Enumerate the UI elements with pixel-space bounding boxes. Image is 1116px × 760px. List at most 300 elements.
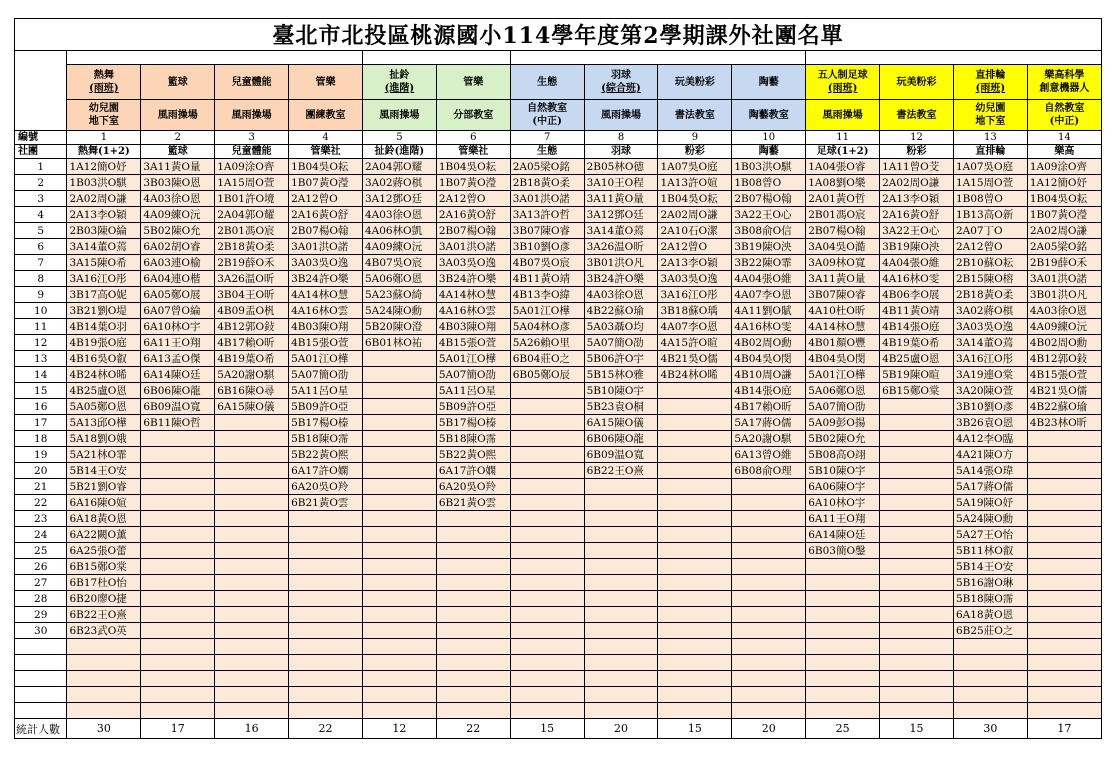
member-cell: 1B04吳O耘 bbox=[658, 191, 732, 207]
empty-cell bbox=[141, 639, 215, 655]
empty-cell bbox=[67, 655, 141, 671]
member-cell bbox=[806, 623, 880, 639]
member-cell: 5B10陳O宇 bbox=[584, 383, 658, 399]
row-number: 8 bbox=[15, 271, 67, 287]
member-cell: 2A04郭O耀 bbox=[215, 207, 289, 223]
empty-cell bbox=[362, 639, 436, 655]
empty-cell bbox=[289, 671, 363, 687]
empty-cell bbox=[880, 703, 954, 719]
table-row bbox=[15, 575, 1102, 591]
member-cell: 2B03陳O綸 bbox=[67, 223, 141, 239]
empty-cell bbox=[67, 639, 141, 655]
table-row bbox=[15, 223, 1102, 239]
member-cell bbox=[362, 479, 436, 495]
club-name: 玩美粉彩 bbox=[658, 65, 732, 100]
member-cell: 1A15周O萱 bbox=[215, 175, 289, 191]
member-cell: 6A17許O嫻 bbox=[289, 463, 363, 479]
empty-cell bbox=[215, 687, 289, 703]
member-cell bbox=[141, 559, 215, 575]
club-abbreviation: 籃球 bbox=[141, 145, 215, 159]
member-cell: 4B19葉O希 bbox=[215, 351, 289, 367]
empty-cell bbox=[1027, 687, 1101, 703]
empty-cell bbox=[215, 655, 289, 671]
member-cell: 6B11陳O哲 bbox=[141, 415, 215, 431]
row-number: 5 bbox=[15, 223, 67, 239]
member-cell: 4B01顏O豐 bbox=[806, 335, 880, 351]
member-cell: 4B13李O緯 bbox=[510, 287, 584, 303]
member-cell: 1A08劉O樂 bbox=[806, 175, 880, 191]
member-cell bbox=[510, 383, 584, 399]
member-cell bbox=[289, 591, 363, 607]
row-number: 22 bbox=[15, 495, 67, 511]
member-cell bbox=[880, 415, 954, 431]
member-cell: 6A10林O宇 bbox=[141, 319, 215, 335]
club-number: 14 bbox=[1027, 131, 1101, 145]
member-cell bbox=[806, 559, 880, 575]
member-cell: 3A01洪O諾 bbox=[289, 239, 363, 255]
member-cell bbox=[658, 511, 732, 527]
member-cell bbox=[658, 463, 732, 479]
member-cell bbox=[510, 511, 584, 527]
member-cell: 3B04王O昕 bbox=[215, 287, 289, 303]
member-cell: 5A14張O瑋 bbox=[953, 463, 1027, 479]
member-cell: 2A02周O謙 bbox=[67, 191, 141, 207]
club-abbreviation: 粉彩 bbox=[880, 145, 954, 159]
empty-cell bbox=[880, 655, 954, 671]
empty-cell bbox=[732, 671, 806, 687]
member-cell: 4B02周O勳 bbox=[732, 335, 806, 351]
table-row bbox=[15, 543, 1102, 559]
empty-cell bbox=[215, 671, 289, 687]
empty-cell bbox=[67, 671, 141, 687]
member-cell: 1B04吳O耘 bbox=[289, 159, 363, 175]
day-header bbox=[510, 51, 806, 65]
member-cell bbox=[510, 607, 584, 623]
empty-cell bbox=[732, 655, 806, 671]
member-cell: 2B01馮O宸 bbox=[806, 207, 880, 223]
club-number: 10 bbox=[732, 131, 806, 145]
member-cell bbox=[362, 559, 436, 575]
empty-cell bbox=[141, 655, 215, 671]
day-header bbox=[806, 51, 1102, 65]
empty-cell bbox=[141, 687, 215, 703]
empty-cell bbox=[141, 703, 215, 719]
club-name: 管樂 bbox=[436, 65, 510, 100]
club-abbreviation: 兒童體能 bbox=[215, 145, 289, 159]
member-cell: 4B24林O晞 bbox=[67, 367, 141, 383]
corner-blank bbox=[15, 51, 67, 131]
club-total: 17 bbox=[141, 719, 215, 739]
id-label: 編號 bbox=[15, 131, 67, 145]
member-cell: 5A20謝O騏 bbox=[732, 431, 806, 447]
club-number: 8 bbox=[584, 131, 658, 145]
club-total: 30 bbox=[953, 719, 1027, 739]
member-cell: 1A13許O媗 bbox=[658, 175, 732, 191]
member-cell: 1A11曾O芠 bbox=[880, 159, 954, 175]
row-number: 29 bbox=[15, 607, 67, 623]
member-cell bbox=[658, 399, 732, 415]
member-cell: 4B17賴O昕 bbox=[732, 399, 806, 415]
club-name: 兒童體能 bbox=[215, 65, 289, 100]
table-row bbox=[15, 495, 1102, 511]
member-cell: 5B18陳O霈 bbox=[289, 431, 363, 447]
member-cell: 5A24陳O勳 bbox=[953, 511, 1027, 527]
member-cell bbox=[658, 527, 732, 543]
member-cell bbox=[436, 559, 510, 575]
member-cell: 3B18蘇O瑀 bbox=[658, 303, 732, 319]
member-cell: 3A11黃O量 bbox=[141, 159, 215, 175]
table-row bbox=[15, 559, 1102, 575]
member-cell: 5A05鄭O恩 bbox=[67, 399, 141, 415]
member-cell: 5B22黃O熙 bbox=[436, 447, 510, 463]
member-cell bbox=[141, 575, 215, 591]
member-cell bbox=[510, 431, 584, 447]
member-cell: 4B21吳O儒 bbox=[658, 351, 732, 367]
row-number: 19 bbox=[15, 447, 67, 463]
member-cell: 4B04吳O閔 bbox=[806, 351, 880, 367]
member-cell: 6A11王O翔 bbox=[806, 511, 880, 527]
member-cell: 4B25盧O恩 bbox=[880, 351, 954, 367]
member-cell: 4B24林O晞 bbox=[658, 367, 732, 383]
row-number: 3 bbox=[15, 191, 67, 207]
empty-cell bbox=[806, 687, 880, 703]
member-cell bbox=[880, 511, 954, 527]
member-cell bbox=[1027, 607, 1101, 623]
member-cell bbox=[1027, 591, 1101, 607]
empty-cell bbox=[953, 703, 1027, 719]
club-location: 幼兒園 地下室 bbox=[953, 100, 1027, 131]
member-cell: 1A12簡O妤 bbox=[67, 159, 141, 175]
member-cell: 3A16江O彤 bbox=[67, 271, 141, 287]
table-row bbox=[15, 319, 1102, 335]
member-cell: 6B16陳O尋 bbox=[215, 383, 289, 399]
empty-cell bbox=[289, 655, 363, 671]
empty-cell bbox=[584, 687, 658, 703]
roster-sheet bbox=[14, 18, 1102, 739]
member-cell bbox=[289, 623, 363, 639]
member-cell: 5A06鄭O恩 bbox=[362, 271, 436, 287]
club-location: 風雨操場 bbox=[806, 100, 880, 131]
member-cell: 2A16黃O舒 bbox=[289, 207, 363, 223]
member-cell bbox=[289, 607, 363, 623]
club-number: 3 bbox=[215, 131, 289, 145]
member-cell bbox=[141, 479, 215, 495]
member-cell bbox=[732, 575, 806, 591]
member-cell: 6A14陳O廷 bbox=[141, 367, 215, 383]
club-number: 12 bbox=[880, 131, 954, 145]
member-cell: 3B21劉O堤 bbox=[67, 303, 141, 319]
empty-cell bbox=[215, 639, 289, 655]
member-cell: 5B11林O叡 bbox=[953, 543, 1027, 559]
member-cell: 6B04莊O之 bbox=[510, 351, 584, 367]
member-cell: 6B06陳O龍 bbox=[141, 383, 215, 399]
member-cell bbox=[510, 415, 584, 431]
member-cell: 5B09許O亞 bbox=[436, 399, 510, 415]
member-cell bbox=[510, 399, 584, 415]
empty-cell bbox=[436, 639, 510, 655]
member-cell: 5B18陳O霈 bbox=[953, 591, 1027, 607]
empty-cell bbox=[436, 655, 510, 671]
member-cell: 4A14林O慧 bbox=[436, 287, 510, 303]
member-cell bbox=[510, 559, 584, 575]
member-cell: 6A15陳O儀 bbox=[215, 399, 289, 415]
member-cell: 3A13許O哲 bbox=[510, 207, 584, 223]
member-cell: 4B17賴O昕 bbox=[215, 335, 289, 351]
member-cell bbox=[880, 543, 954, 559]
member-cell: 1B04吳O耘 bbox=[436, 159, 510, 175]
member-cell bbox=[362, 527, 436, 543]
club-number: 7 bbox=[510, 131, 584, 145]
member-cell bbox=[362, 623, 436, 639]
total-label: 統計人數 bbox=[15, 719, 67, 739]
club-total: 20 bbox=[584, 719, 658, 739]
member-cell: 4A15許O暄 bbox=[658, 335, 732, 351]
member-cell bbox=[658, 575, 732, 591]
empty-cell bbox=[1027, 703, 1101, 719]
table-row bbox=[15, 175, 1102, 191]
member-cell: 4A09練O沅 bbox=[1027, 319, 1101, 335]
member-cell: 3A01洪O諾 bbox=[436, 239, 510, 255]
club-total: 20 bbox=[732, 719, 806, 739]
member-cell bbox=[215, 591, 289, 607]
member-cell bbox=[584, 527, 658, 543]
member-cell: 4A21陳O方 bbox=[953, 447, 1027, 463]
row-number: 10 bbox=[15, 303, 67, 319]
member-cell bbox=[362, 431, 436, 447]
member-cell: 6B20廖O捷 bbox=[67, 591, 141, 607]
member-cell bbox=[141, 591, 215, 607]
member-cell: 4A14林O慧 bbox=[806, 319, 880, 335]
member-cell bbox=[215, 575, 289, 591]
empty-cell bbox=[806, 639, 880, 655]
club-location: 書法教室 bbox=[658, 100, 732, 131]
member-cell bbox=[141, 463, 215, 479]
empty-cell bbox=[510, 671, 584, 687]
member-cell: 2A13李O穎 bbox=[880, 191, 954, 207]
member-cell bbox=[436, 591, 510, 607]
member-cell: 5A17蔣O儒 bbox=[953, 479, 1027, 495]
member-cell: 5A19陳O妤 bbox=[953, 495, 1027, 511]
member-cell: 2A13李O穎 bbox=[658, 255, 732, 271]
empty-cell bbox=[15, 655, 67, 671]
member-cell: 3B17高O妮 bbox=[67, 287, 141, 303]
club-label: 社團 bbox=[15, 145, 67, 159]
club-abbreviation: 生態 bbox=[510, 145, 584, 159]
empty-cell bbox=[658, 671, 732, 687]
member-cell: 4B03陳O翔 bbox=[436, 319, 510, 335]
club-total: 12 bbox=[362, 719, 436, 739]
member-cell: 2B19薛O禾 bbox=[1027, 255, 1101, 271]
member-cell: 4B14葉O羽 bbox=[67, 319, 141, 335]
member-cell: 3A09林O寬 bbox=[806, 255, 880, 271]
member-cell: 5A11呂O星 bbox=[436, 383, 510, 399]
member-cell: 1B07黃O瀅 bbox=[436, 175, 510, 191]
member-cell: 3B24許O樂 bbox=[289, 271, 363, 287]
member-cell bbox=[584, 479, 658, 495]
member-cell: 3A14董O蔫 bbox=[584, 223, 658, 239]
table-row bbox=[15, 431, 1102, 447]
member-cell: 4B16吳O叡 bbox=[67, 351, 141, 367]
club-location: 團練教室 bbox=[289, 100, 363, 131]
table-row bbox=[15, 191, 1102, 207]
member-cell bbox=[732, 623, 806, 639]
member-cell bbox=[215, 543, 289, 559]
member-cell: 3A26温O昕 bbox=[215, 271, 289, 287]
member-cell: 6A20吳O羚 bbox=[289, 479, 363, 495]
member-cell: 1A07吳O庭 bbox=[953, 159, 1027, 175]
member-cell: 1B08曾O bbox=[953, 191, 1027, 207]
member-cell: 5B15林O雅 bbox=[584, 367, 658, 383]
member-cell: 6A06陳O宇 bbox=[806, 479, 880, 495]
member-cell: 3A22王O心 bbox=[880, 223, 954, 239]
member-cell: 5A27王O怡 bbox=[953, 527, 1027, 543]
table-row bbox=[15, 207, 1102, 223]
table-row bbox=[15, 159, 1102, 175]
member-cell bbox=[1027, 511, 1101, 527]
club-location: 風雨操場 bbox=[141, 100, 215, 131]
club-abbreviation: 羽球 bbox=[584, 145, 658, 159]
empty-cell bbox=[658, 655, 732, 671]
member-cell: 4B07吳O宸 bbox=[362, 255, 436, 271]
member-cell bbox=[1027, 527, 1101, 543]
empty-cell bbox=[1027, 655, 1101, 671]
empty-cell bbox=[658, 687, 732, 703]
member-cell bbox=[658, 447, 732, 463]
club-abbreviation: 粉彩 bbox=[658, 145, 732, 159]
empty-cell bbox=[141, 671, 215, 687]
empty-cell bbox=[67, 687, 141, 703]
roster-table bbox=[14, 18, 1102, 739]
member-cell: 4A07李O恩 bbox=[658, 319, 732, 335]
row-number: 4 bbox=[15, 207, 67, 223]
member-cell: 1B08曾O bbox=[732, 175, 806, 191]
member-cell: 5A18劉O娥 bbox=[67, 431, 141, 447]
member-cell: 3A03吳O逸 bbox=[953, 319, 1027, 335]
empty-cell bbox=[67, 703, 141, 719]
member-cell: 5A01江O樺 bbox=[436, 351, 510, 367]
club-abbreviation: 扯鈴(進階) bbox=[362, 145, 436, 159]
member-cell bbox=[1027, 479, 1101, 495]
club-number: 5 bbox=[362, 131, 436, 145]
member-cell bbox=[880, 623, 954, 639]
table-row bbox=[15, 527, 1102, 543]
empty-cell bbox=[584, 639, 658, 655]
empty-cell bbox=[510, 703, 584, 719]
member-cell bbox=[362, 575, 436, 591]
club-name: 生態 bbox=[510, 65, 584, 100]
member-cell: 4B15張O萱 bbox=[289, 335, 363, 351]
member-cell bbox=[732, 591, 806, 607]
member-cell: 3B26袁O恩 bbox=[953, 415, 1027, 431]
member-cell: 4B19張O庭 bbox=[67, 335, 141, 351]
member-cell: 6B15鄭O棠 bbox=[880, 383, 954, 399]
member-cell bbox=[658, 543, 732, 559]
member-cell bbox=[658, 479, 732, 495]
member-cell: 5B02陳O允 bbox=[806, 431, 880, 447]
table-row bbox=[15, 239, 1102, 255]
member-cell: 1B04吳O耘 bbox=[1027, 191, 1101, 207]
member-cell: 1B01許O境 bbox=[215, 191, 289, 207]
member-cell: 6A07曾O綸 bbox=[141, 303, 215, 319]
empty-cell bbox=[436, 703, 510, 719]
member-cell: 4A04張O維 bbox=[880, 255, 954, 271]
member-cell: 6A13曾O維 bbox=[732, 447, 806, 463]
empty-cell bbox=[289, 687, 363, 703]
member-cell bbox=[362, 543, 436, 559]
club-name: 管樂 bbox=[289, 65, 363, 100]
member-cell: 2A04郭O耀 bbox=[362, 159, 436, 175]
member-cell: 2B07楊O翰 bbox=[289, 223, 363, 239]
row-number: 12 bbox=[15, 335, 67, 351]
member-cell bbox=[584, 623, 658, 639]
member-cell bbox=[362, 383, 436, 399]
member-cell: 4A07李O恩 bbox=[732, 287, 806, 303]
row-number: 11 bbox=[15, 319, 67, 335]
row-number: 18 bbox=[15, 431, 67, 447]
member-cell: 6A25張O蕾 bbox=[67, 543, 141, 559]
member-cell: 1A12簡O妤 bbox=[1027, 175, 1101, 191]
member-cell: 5A23蘇O綺 bbox=[362, 287, 436, 303]
member-cell: 5A03聶O均 bbox=[584, 319, 658, 335]
club-total: 16 bbox=[215, 719, 289, 739]
empty-cell bbox=[436, 687, 510, 703]
member-cell: 5A21林O霏 bbox=[67, 447, 141, 463]
member-cell: 2A02周O謙 bbox=[658, 207, 732, 223]
club-name: 熱舞 (雨班) bbox=[67, 65, 141, 100]
member-cell: 2B18黃O柔 bbox=[510, 175, 584, 191]
member-cell: 6A17許O嫻 bbox=[436, 463, 510, 479]
member-cell: 5A11呂O星 bbox=[289, 383, 363, 399]
member-cell: 3A10王O程 bbox=[584, 175, 658, 191]
empty-cell bbox=[953, 687, 1027, 703]
member-cell bbox=[880, 607, 954, 623]
member-cell bbox=[362, 399, 436, 415]
member-cell: 4B15張O萱 bbox=[436, 335, 510, 351]
member-cell: 1A07吳O庭 bbox=[658, 159, 732, 175]
member-cell bbox=[658, 623, 732, 639]
table-row bbox=[15, 351, 1102, 367]
member-cell bbox=[510, 527, 584, 543]
member-cell: 2B07楊O翰 bbox=[436, 223, 510, 239]
member-cell bbox=[436, 511, 510, 527]
member-cell: 1B13高O新 bbox=[953, 207, 1027, 223]
member-cell: 4A16林O雲 bbox=[436, 303, 510, 319]
member-cell bbox=[362, 367, 436, 383]
member-cell: 5A09彭O揚 bbox=[806, 415, 880, 431]
member-cell: 6B15鄭O棠 bbox=[67, 559, 141, 575]
member-cell: 3B01洪O凡 bbox=[584, 255, 658, 271]
member-cell bbox=[510, 623, 584, 639]
member-cell bbox=[141, 431, 215, 447]
member-cell bbox=[584, 495, 658, 511]
member-cell bbox=[732, 543, 806, 559]
member-cell bbox=[880, 591, 954, 607]
member-cell bbox=[880, 463, 954, 479]
row-number: 9 bbox=[15, 287, 67, 303]
member-cell: 1A15周O萱 bbox=[953, 175, 1027, 191]
member-cell bbox=[880, 527, 954, 543]
table-row bbox=[15, 399, 1102, 415]
member-cell: 6A16陳O媗 bbox=[67, 495, 141, 511]
row-number: 17 bbox=[15, 415, 67, 431]
table-row bbox=[15, 335, 1102, 351]
member-cell: 4B10周O謙 bbox=[732, 367, 806, 383]
member-cell bbox=[1027, 495, 1101, 511]
empty-cell bbox=[510, 639, 584, 655]
member-cell: 6B09温O寬 bbox=[584, 447, 658, 463]
member-cell: 6A18黃O恩 bbox=[67, 511, 141, 527]
empty-cell bbox=[289, 703, 363, 719]
